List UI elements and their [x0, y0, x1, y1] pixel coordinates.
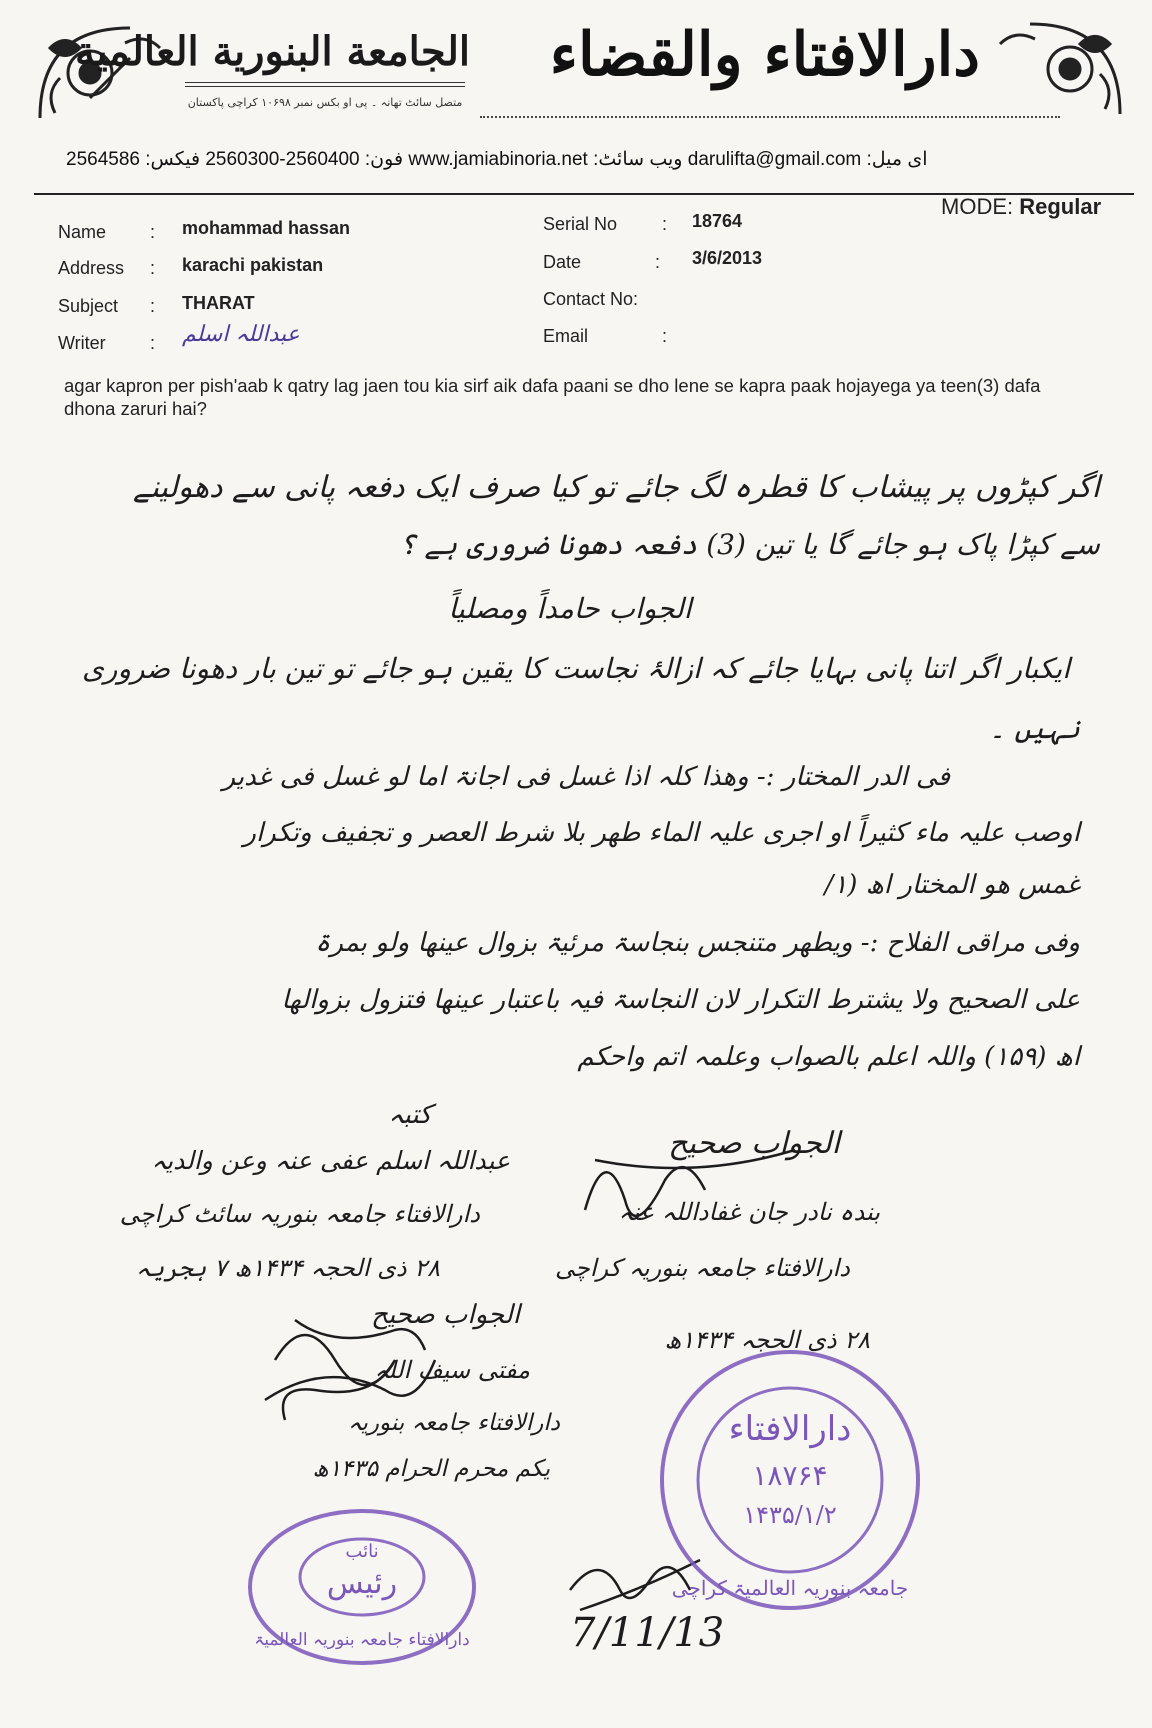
verifier2-signature-scribble-icon [255, 1300, 455, 1450]
verifier1-heading: الجواب صحیح [668, 1126, 840, 1161]
darulifta-seal-stamp [655, 1345, 925, 1615]
institution-address: متصل سائٹ تھانہ ۔ پی او بکس نمبر ۱۰۶۹۸ کراچی پاکستان [187, 96, 463, 109]
stamp1-serial: ۱۸۷۶۴ [752, 1459, 828, 1492]
email-field-colon: : [662, 326, 668, 346]
final-date: 7/11/13 [570, 1610, 725, 1656]
stamp2-ring-text: دارالافتاء جامعہ بنوریہ العالمیۃ [254, 1630, 470, 1650]
name-label: Name [58, 222, 107, 242]
date-value: 3/6/2013 [692, 248, 763, 268]
fax-label: فیکس: [145, 149, 201, 170]
question-roman: agar kapron per pish'aab k qatry lag jaen tou kia sirf aik dafa paani se dho lene se kapra paak hojayega ya teen(3) dafa dhona zaruri hai? [64, 375, 1041, 419]
date-label: Date [543, 252, 582, 272]
verifier1-department: دارالافتاء جامعہ بنوریہ کراچی [555, 1254, 850, 1282]
date-colon: : [655, 252, 661, 272]
address-label: Address [58, 258, 125, 278]
answer-line1: ایکبار اگر اتنا پانی بہایا جائے کہ ازالۂ نجاست کا یقین ہو جائے تو تین بار دھونا ضروری [82, 652, 1070, 685]
question-urdu-line1: اگر کپڑوں پر پیشاب کا قطرہ لگ جائے تو کیا صرف ایک دفعہ پانی سے دھولینے [133, 470, 1100, 505]
naib-rais-stamp [245, 1505, 480, 1670]
writer-department: دارالافتاء جامعہ بنوریہ سائٹ کراچی [119, 1200, 480, 1228]
reference2-line3: اھ (۱۵۹) واللہ اعلم بالصواب وعلمہ اتم واحکم [577, 1042, 1080, 1072]
subject-colon: : [150, 296, 156, 316]
reference2-line1: وفی مراقی الفلاح :- ویطھر متنجس بنجاسۃ مرئیۃ بزوال عینھا ولو بمرۃ [315, 928, 1080, 958]
serial-label: Serial No [543, 214, 618, 234]
contact-label: Contact No: [543, 289, 639, 309]
email-field-label: Email [543, 326, 589, 346]
mode-value: Regular [1019, 194, 1102, 219]
subject-value: THARAT [182, 293, 255, 313]
institution-name: الجامعة البنورية العالمية [75, 28, 470, 75]
writer-colon: : [150, 333, 156, 353]
stamp2-main: رئیس [326, 1566, 398, 1601]
stamp1-title: دارالافتاء [728, 1409, 852, 1449]
verifier1-date: ۲۸ ذی الحجہ ۱۴۳۴ھ [664, 1326, 870, 1354]
writer-date: ۲۸ ذی الحجہ ۱۴۳۴ھ ۷ ہجریہ [136, 1254, 440, 1282]
answer-heading: الجواب حامداً ومصلیاً [448, 592, 692, 625]
name-value: mohammad hassan [182, 218, 351, 238]
answer-line2: نہیں ۔ [989, 712, 1080, 745]
verifier2-department: دارالافتاء جامعہ بنوریہ [348, 1410, 560, 1436]
stamp2-top: نائب [345, 1541, 379, 1562]
writer-label: Writer [58, 333, 106, 353]
website-link[interactable]: www.jamiabinoria.net [408, 149, 588, 170]
website-label: ویب سائٹ: [593, 149, 683, 170]
mode-label: MODE: [941, 194, 1014, 219]
reference1-line2: اوصب علیہ ماء کثیراً او اجری علیہ الماء طھر بلا شرط العصر و تجفیف وتکرار [243, 818, 1080, 848]
writer-name: عبداللہ اسلم عفی عنہ وعن والدیہ [151, 1146, 510, 1175]
header-border [480, 108, 1060, 118]
verifier2-heading: الجواب صحیح [371, 1300, 520, 1330]
fax-number: 2564586 [66, 149, 140, 170]
reference1-line3: غمس ھو المختار اھ (۱/ [824, 870, 1080, 900]
contact-line [66, 148, 1106, 171]
reference1-line1: فی الدر المختار :- وھذا کلہ اذا غسل فی اجانۃ اما لو غسل فی غدیر [222, 762, 950, 792]
verifier1-name: بندہ نادر جان غفاداللہ عنہ [618, 1198, 880, 1226]
email-address[interactable]: darulifta@gmail.com [687, 149, 862, 170]
department-title: دارالافتاء والقضاء [549, 20, 980, 90]
institution-divider [185, 82, 465, 87]
phone-number: 2560300-2560400 [205, 149, 360, 170]
verifier1-signature-scribble-icon [565, 1130, 825, 1250]
serial-colon: : [662, 214, 668, 234]
mode-indicator [941, 194, 1101, 220]
stamp1-date: ۱۴۳۵/۱/۲ [743, 1501, 837, 1529]
name-colon: : [150, 222, 156, 242]
question-urdu-line2: سے کپڑا پاک ہو جائے گا یا تین (3) دفعہ دھونا ضروری ہے ؟ [399, 528, 1100, 561]
email-label: ای میل: [866, 149, 928, 170]
address-colon: : [150, 258, 156, 278]
verifier2-date: یکم محرم الحرام ۱۴۳۵ھ [312, 1456, 550, 1482]
writer-signature: عبداللہ اسلم [182, 322, 300, 347]
subject-label: Subject [58, 296, 119, 316]
serial-value: 18764 [692, 211, 743, 231]
address-value: karachi pakistan [182, 255, 324, 275]
reference2-line2: علی الصحیح ولا یشترط التکرار لان النجاسۃ فیہ باعتبار عینھا فتزول بزوالھا [281, 985, 1080, 1015]
verifier2-name: مفتی سیف اللہ [374, 1356, 530, 1384]
stamp1-ring-text: جامعہ بنوریہ العالمیۃ کراچی [671, 1576, 909, 1600]
phone-label: فون: [364, 149, 404, 170]
writer-heading: کتبہ [388, 1100, 432, 1130]
